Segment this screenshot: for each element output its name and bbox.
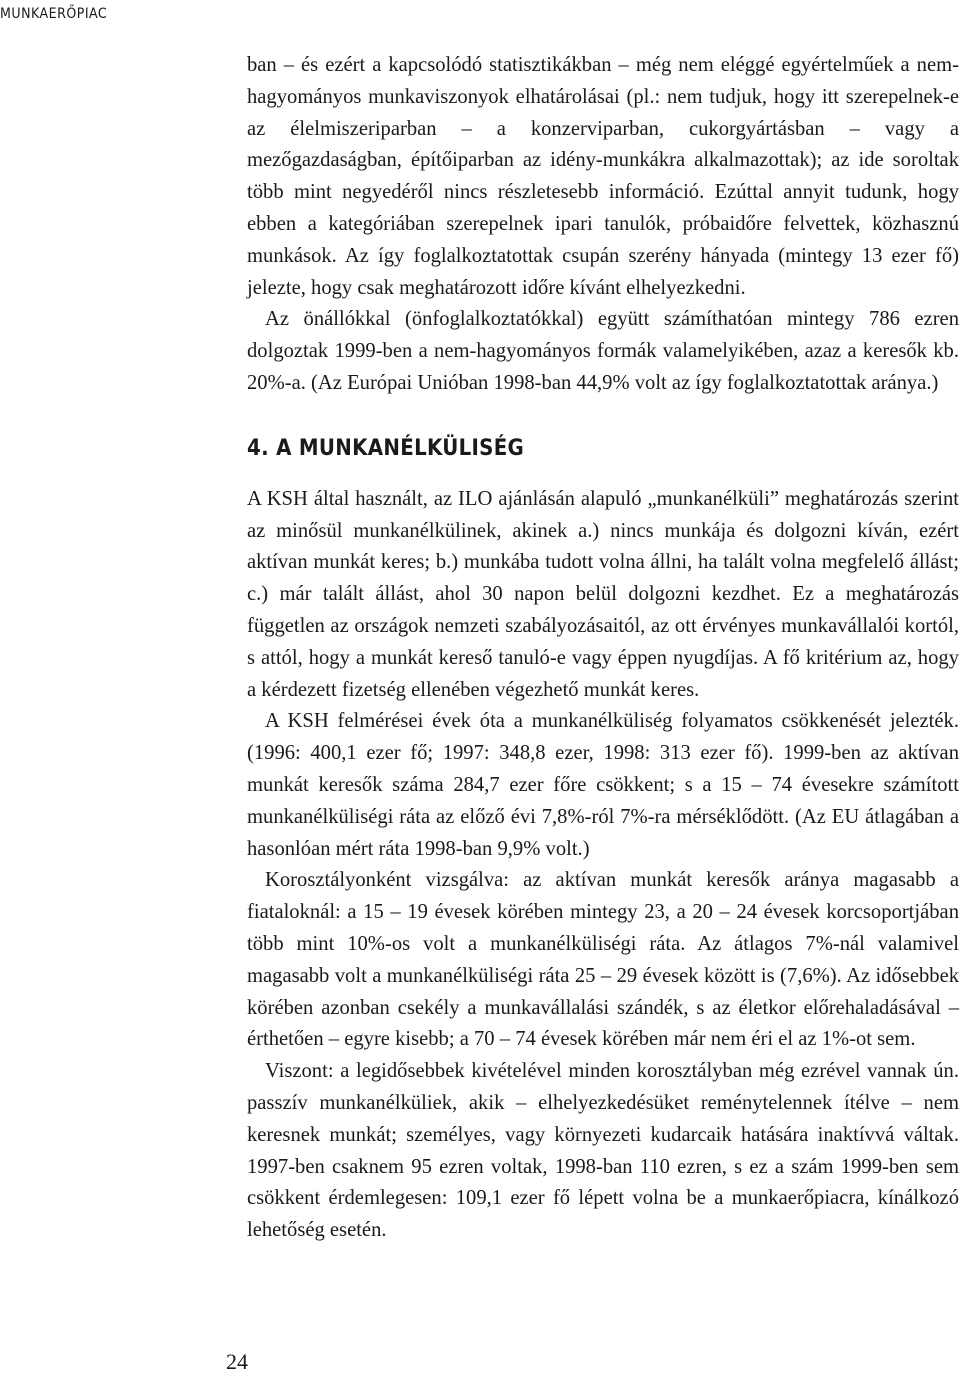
paragraph-5: Korosztályonként vizsgálva: az aktívan munkát keresők aránya magasabb a fiataloknál: a 15 – 19 évesek körében mintegy 23, a 20 – 24 évesek korcsoportjában több mint 10%-os volt a munkanélküliségi ráta. Az átlagos 7%-nál valamivel magasabb volt a munkanélküliségi ráta 25 – 29 évesek között is (7,6%). Az idősebbek körében azonban csekély a munkavállalási szándék, s az életkor előrehaladásával – érthetően – egyre kisebb; a 70 – 74 évesek körében már nem éri el az 1%-ot sem. (247, 869, 959, 1051)
paragraph-2: Az önállókkal (önfoglalkoztatókkal) együtt számíthatóan mintegy 786 ezren dolgoztak 1999-ben a nem-hagyományos formák valamelyikében, azaz a keresők kb. 20%-a. (Az Európai Unióban 1998-ban 44,9% volt az így foglalkoztatottak aránya.) (247, 308, 959, 394)
paragraph-6: Viszont: a legidősebbek kivételével minden korosztályban még ezrével vannak ún. passzív munkanélküliek, akik – elhelyezkedésüket reménytelennek ítélve – nem keresnek munkát; személyes, vagy környezeti kudarcaik hatására inaktívvá váltak. 1997-ben csaknem 95 ezren voltak, 1998-ban 110 ezren, s ez a szám 1999-ben sem csökkent érdemlegesen: 109,1 ezer fő lépett volna be a munkaerőpiacra, kínálkozó lehetőség esetén. (247, 1060, 959, 1242)
page-body (247, 50, 959, 1247)
page-number: 24 (226, 1349, 248, 1374)
paragraph-1: ban – és ezért a kapcsolódó statisztikákban – még nem eléggé egyértelműek a nem-hagyományos munkaviszonyok elhatárolásai (pl.: nem tudjuk, hogy itt szerepelnek-e az élelmiszeriparban – a konzerviparban, cukorgyártásban – vagy a mezőgazdaságban, építőiparban az idény-munkákra alkalmazottak); az ide soroltak több mint negyedéről nincs részletesebb információ. Ezúttal annyit tudunk, hogy ebben a kategóriában szerepelnek ipari tanulók, próbaidőre felvettek, közhasznú munkások. Az így foglalkoztatottak csupán szerény hányada (mintegy 13 ezer fő) jelezte, hogy csak meghatározott időre kívánt elhelyezkedni. (247, 54, 959, 299)
section-heading: 4. A MUNKANÉLKÜLISÉG (247, 435, 525, 461)
paragraph-4: A KSH felmérései évek óta a munkanélküliség folyamatos csökkenését jelezték. (1996: 400,1 ezer fő; 1997: 348,8 ezer, 1998: 313 ezer fő). 1999-ben az aktívan munkát keresők száma 284,7 ezer főre csökkent; s a 15 – 74 évesekre számított munkanélküliségi ráta az előző évi 7,8%-ról 7%-ra mérséklődött. (Az EU átlagában a hasonlóan mért ráta 1998-ban 9,9% volt.) (247, 710, 959, 860)
running-header: MUNKAERŐPIAC (0, 6, 108, 22)
paragraph-3: A KSH által használt, az ILO ajánlásán alapuló „munkanélküli” meghatározás szerint az minősül munkanélkülinek, akinek a.) nincs munkája és dolgozni kíván, ezért aktívan munkát keres; b.) munkába tudott volna állni, ha talált volna megfelelő állást; c.) már talált állást, ahol 30 napon belül dolgozni kezdhet. Ez a meghatározás független az országok nemzeti szabályozásaitól, az ott érvényes munkavállalói kortól, s attól, hogy a munkát kereső tanuló-e vagy éppen nyugdíjas. A fő kritérium az, hogy a kérdezett fizetség ellenében végezhető munkát keres. (247, 487, 959, 701)
